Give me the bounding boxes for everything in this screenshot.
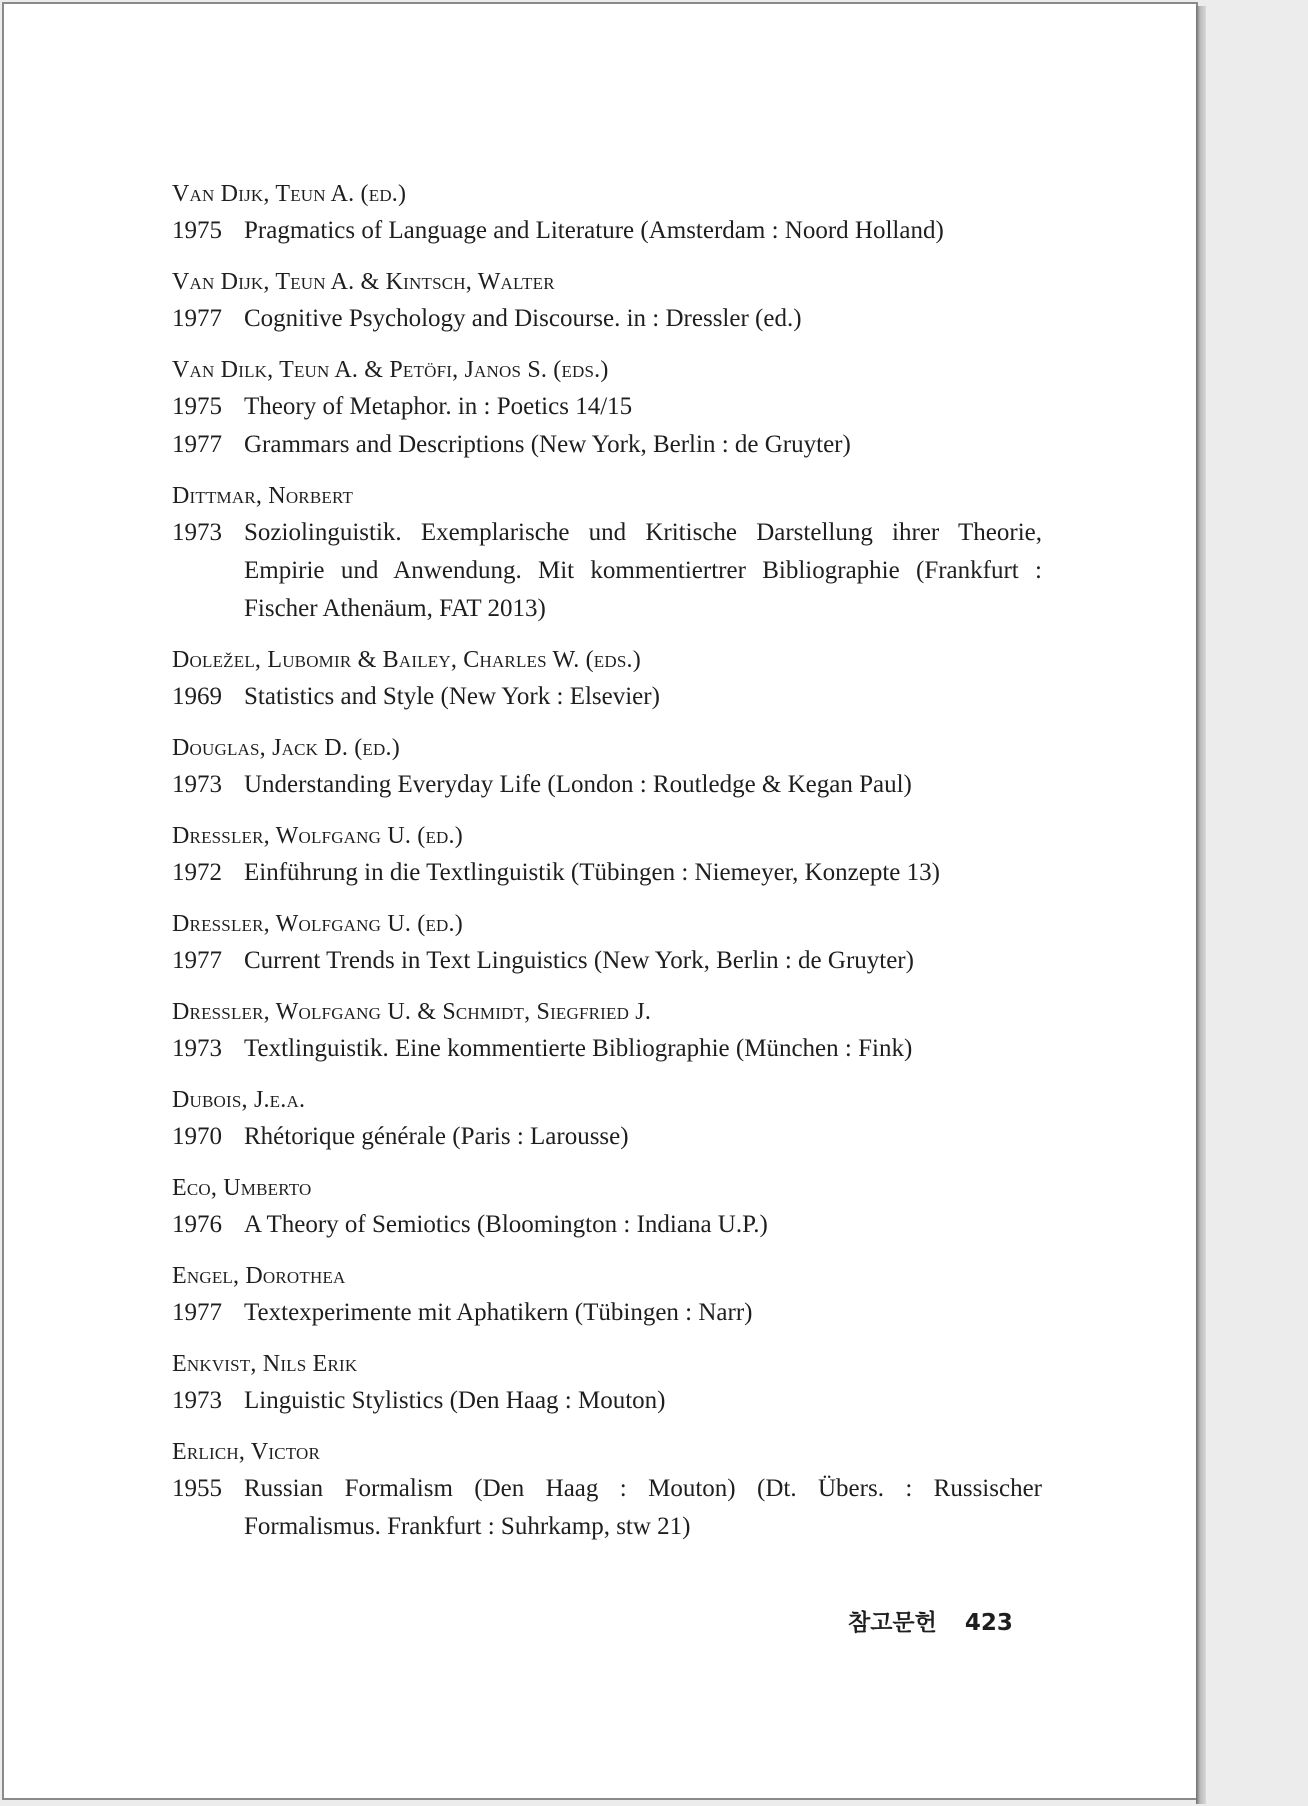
work-title: Grammars and Descriptions (New York, Berlin : de Gruyter) bbox=[244, 431, 851, 458]
work-year: 1977 bbox=[172, 1299, 222, 1326]
entry-work bbox=[172, 300, 1042, 338]
bibliography-entry bbox=[172, 1082, 1042, 1156]
work-title: Understanding Everyday Life (London : Routledge & Kegan Paul) bbox=[244, 771, 912, 798]
bibliography-entry bbox=[172, 352, 1042, 464]
work-year: 1975 bbox=[172, 217, 222, 244]
work-year: 1955 bbox=[172, 1475, 222, 1502]
work-year: 1973 bbox=[172, 1387, 222, 1414]
entry-author: Dressler, Wolfgang U. (ed.) bbox=[172, 911, 463, 937]
work-year: 1970 bbox=[172, 1123, 222, 1150]
entry-author: Dressler, Wolfgang U. & Schmidt, Siegfried J. bbox=[172, 999, 652, 1025]
entry-author: Van Dilk, Teun A. & Petöfi, Janos S. (eds.) bbox=[172, 357, 609, 383]
work-title: A Theory of Semiotics (Bloomington : Indiana U.P.) bbox=[244, 1211, 768, 1238]
page-footer bbox=[848, 1604, 1013, 1637]
entry-author: Erlich, Victor bbox=[172, 1439, 321, 1465]
entry-work bbox=[172, 388, 1042, 426]
entry-work bbox=[172, 1470, 1042, 1546]
bibliography-entry bbox=[172, 994, 1042, 1068]
work-title: Russian Formalism (Den Haag : Mouton) (Dt. Übers. : Russischer Formalismus. Frankfurt : Suhrkamp, stw 21) bbox=[244, 1475, 1042, 1540]
bibliography-entry bbox=[172, 176, 1042, 250]
work-year: 1976 bbox=[172, 1211, 222, 1238]
work-year: 1969 bbox=[172, 683, 222, 710]
entry-author: Eco, Umberto bbox=[172, 1175, 312, 1201]
work-year: 1973 bbox=[172, 1035, 222, 1062]
work-title: Cognitive Psychology and Discourse. in : Dressler (ed.) bbox=[244, 305, 802, 332]
work-title: Theory of Metaphor. in : Poetics 14/15 bbox=[244, 393, 633, 420]
bibliography-entry bbox=[172, 818, 1042, 892]
entry-author: Doležel, Lubomir & Bailey, Charles W. (eds.) bbox=[172, 647, 641, 673]
work-title: Statistics and Style (New York : Elsevier) bbox=[244, 683, 660, 710]
work-year: 1977 bbox=[172, 947, 222, 974]
entry-author: Dressler, Wolfgang U. (ed.) bbox=[172, 823, 463, 849]
work-year: 1977 bbox=[172, 305, 222, 332]
entry-author: Engel, Dorothea bbox=[172, 1263, 346, 1289]
page-edge-shadow bbox=[1196, 6, 1206, 1804]
entry-work bbox=[172, 514, 1042, 628]
entry-author: Dittmar, Norbert bbox=[172, 483, 354, 509]
bibliography-list bbox=[172, 176, 1042, 1560]
work-title: Einführung in die Textlinguistik (Tübingen : Niemeyer, Konzepte 13) bbox=[244, 859, 940, 886]
work-year: 1975 bbox=[172, 393, 222, 420]
entry-work bbox=[172, 1294, 1042, 1332]
work-title: Pragmatics of Language and Literature (Amsterdam : Noord Holland) bbox=[244, 217, 944, 244]
work-title: Textexperimente mit Aphatikern (Tübingen : Narr) bbox=[244, 1299, 753, 1326]
bibliography-entry bbox=[172, 1170, 1042, 1244]
bibliography-entry bbox=[172, 1346, 1042, 1420]
section-title: 참고문헌 bbox=[848, 1610, 937, 1636]
bibliography-entry bbox=[172, 478, 1042, 628]
work-year: 1973 bbox=[172, 771, 222, 798]
bibliography-entry bbox=[172, 1434, 1042, 1546]
entry-work bbox=[172, 942, 1042, 980]
entry-work bbox=[172, 1118, 1042, 1156]
bibliography-entry bbox=[172, 730, 1042, 804]
entry-author: Douglas, Jack D. (ed.) bbox=[172, 735, 400, 761]
bibliography-entry bbox=[172, 264, 1042, 338]
bibliography-entry bbox=[172, 642, 1042, 716]
entry-work bbox=[172, 1030, 1042, 1068]
entry-author: Dubois, J.e.a. bbox=[172, 1087, 306, 1113]
entry-work bbox=[172, 678, 1042, 716]
work-title: Textlinguistik. Eine kommentierte Bibliographie (München : Fink) bbox=[244, 1035, 913, 1062]
entry-work bbox=[172, 854, 1042, 892]
entry-work bbox=[172, 426, 1042, 464]
page-number: 423 bbox=[964, 1610, 1013, 1636]
work-year: 1972 bbox=[172, 859, 222, 886]
entry-work bbox=[172, 766, 1042, 804]
work-title: Linguistic Stylistics (Den Haag : Mouton) bbox=[244, 1387, 666, 1414]
work-year: 1973 bbox=[172, 519, 222, 546]
entry-work bbox=[172, 1382, 1042, 1420]
entry-work bbox=[172, 212, 1042, 250]
entry-author: Van Dijk, Teun A. & Kintsch, Walter bbox=[172, 269, 555, 295]
entry-author: Enkvist, Nils Erik bbox=[172, 1351, 358, 1377]
work-title: Current Trends in Text Linguistics (New York, Berlin : de Gruyter) bbox=[244, 947, 914, 974]
entry-author: Van Dijk, Teun A. (ed.) bbox=[172, 181, 407, 207]
work-title: Rhétorique générale (Paris : Larousse) bbox=[244, 1123, 629, 1150]
work-title: Soziolinguistik. Exemplarische und Kritische Darstellung ihrer Theorie, Empirie und Anwendung. Mit kommentiertrer Bibliographie (Frankfurt : Fischer Athenäum, FAT 2013) bbox=[244, 519, 1042, 622]
bibliography-entry bbox=[172, 1258, 1042, 1332]
work-year: 1977 bbox=[172, 431, 222, 458]
bibliography-entry bbox=[172, 906, 1042, 980]
entry-work bbox=[172, 1206, 1042, 1244]
